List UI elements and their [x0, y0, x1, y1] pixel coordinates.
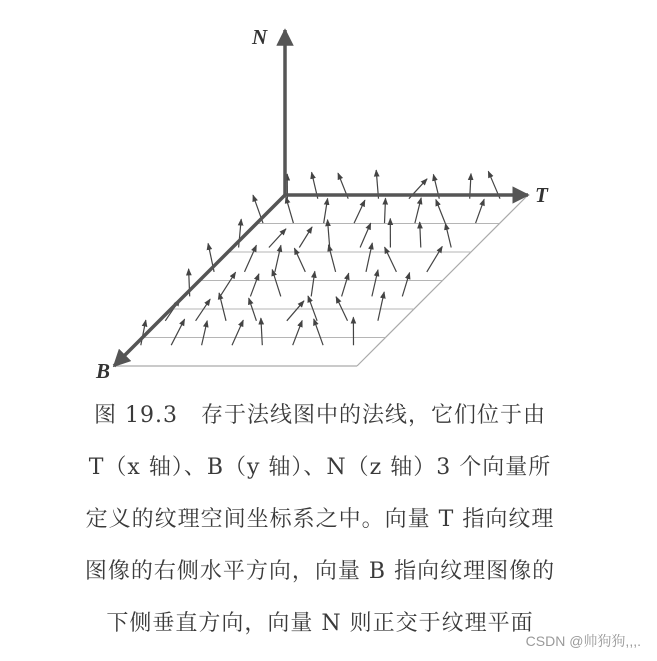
normal-vector-arrow — [385, 198, 386, 223]
normal-vector-arrow — [245, 245, 257, 272]
normal-vector-arrow — [261, 318, 262, 345]
normal-vector-arrow — [385, 247, 397, 272]
normal-vector-arrow — [220, 272, 236, 296]
normal-vector-arrow — [445, 223, 451, 247]
normal-vector-arrow — [299, 227, 312, 248]
caption-line-4: 图像的右侧水平方向，向量 B 指向纹理图像的 — [84, 559, 556, 584]
normal-vector-arrow — [420, 222, 421, 248]
normal-vector-arrow — [314, 319, 323, 345]
caption-line-1: 图 19.3 存于法线图中的法线，它们位于由 — [94, 403, 546, 428]
normal-vector-arrow — [202, 321, 208, 346]
normal-vector-arrow — [269, 229, 286, 248]
normal-vector-arrow — [272, 270, 281, 297]
normal-vector-arrow — [171, 319, 184, 345]
normal-vector-arrow — [324, 198, 328, 223]
normal-vector-arrow — [402, 273, 409, 297]
normal-vector-arrow — [287, 301, 304, 321]
normal-vector-arrow — [436, 200, 445, 224]
normal-vector-arrow — [250, 274, 259, 297]
normal-vector-arrow — [308, 296, 317, 321]
n-axis-label: N — [252, 25, 268, 49]
normal-vector-arrow — [378, 292, 384, 321]
normal-vector-arrow — [329, 245, 336, 272]
normal-vector-arrow — [293, 321, 303, 346]
normal-vector-arrow — [232, 320, 243, 345]
normal-vector-arrow — [342, 273, 349, 296]
normal-vector-arrow — [275, 245, 281, 272]
normal-vector-arrow — [219, 293, 226, 321]
normal-vector-arrow — [354, 200, 365, 223]
normal-vector-arrow — [476, 199, 485, 223]
caption-line-3: 定义的纹理空间坐标系之中。向量 T 指向纹理 — [85, 507, 555, 532]
caption-line-2: T（x 轴）、B（y 轴）、N（z 轴）3 个向量所 — [88, 455, 552, 480]
caption-line-5: 下侧垂直方向，向量 N 则正交于纹理平面 — [106, 611, 534, 636]
normal-vector-arrow — [196, 299, 211, 321]
watermark: CSDN @帅狗狗,,,. — [525, 633, 641, 649]
normal-vector-arrow — [415, 198, 421, 223]
normal-vector-arrow — [372, 270, 378, 297]
normal-vector-arrow — [311, 271, 315, 296]
b-axis-label: B — [96, 359, 111, 383]
normal-vector-arrow — [427, 246, 443, 272]
normal-vector-arrow — [366, 243, 372, 272]
tbn-axes — [114, 30, 528, 366]
normal-vector-arrow — [286, 197, 294, 223]
normal-vector-arrow — [360, 223, 371, 247]
t-axis-label: T — [535, 183, 548, 207]
